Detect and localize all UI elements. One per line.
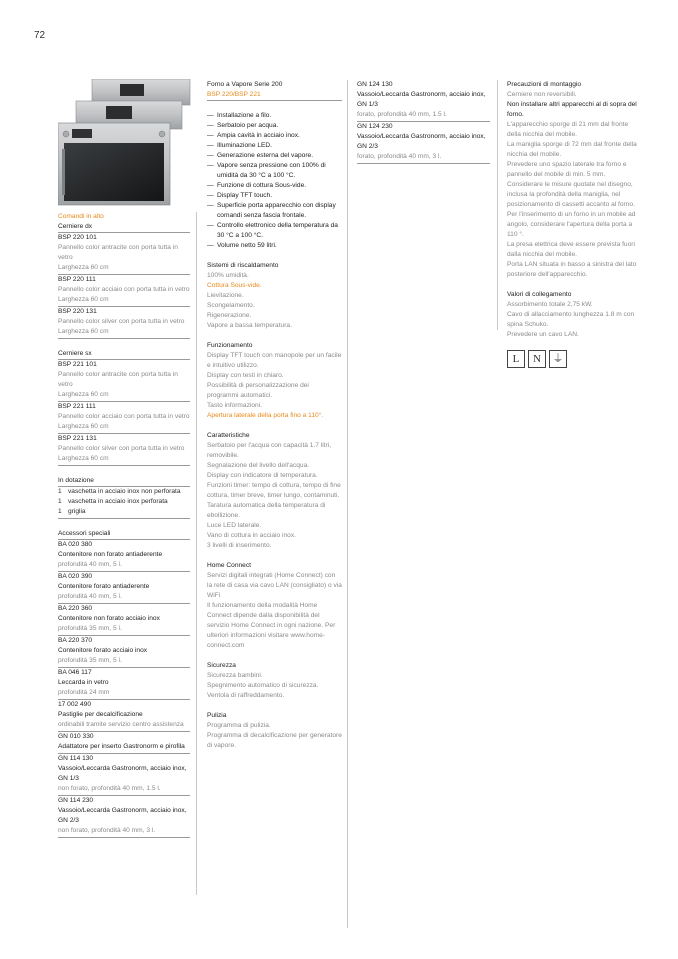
features-list (207, 111, 342, 251)
product-width: Larghezza 60 cm (58, 264, 109, 271)
accessory-code: BA 220 370 (58, 637, 93, 644)
cleaning-list (207, 721, 342, 751)
accessories-list (58, 540, 190, 838)
accessory-description: forato, profondità 40 mm, 1.5 l. (357, 111, 447, 118)
text-line: Segnalazione del livello dell'acqua. (207, 462, 310, 469)
column-accessories-continued (357, 80, 490, 164)
accessory-description: profondità 40 mm, 5 l. (58, 561, 122, 568)
feature-item: — Volume netto 59 litri. (207, 241, 342, 251)
characteristics-list (207, 441, 342, 551)
install-line: Per l'inserimento di un forno in un mobile ad angolo, considerare l'apertura della porta a 110 °. (507, 211, 636, 238)
heating-line: Cottura Sous-vide. (207, 282, 262, 289)
product-width: Larghezza 60 cm (58, 391, 109, 398)
operation-line: Apertura laterale della porta fino a 110°. (207, 412, 324, 419)
product-models: BSP 220/BSP 221 (207, 90, 342, 101)
accessory-name: Vassoio/Leccarda Gastronorm, acciaio inox, GN 1/3 (58, 765, 187, 782)
product-width: Larghezza 60 cm (58, 455, 109, 462)
included-text: griglia (68, 508, 86, 515)
feature-item: — Ampia cavità in acciaio inox. (207, 131, 342, 141)
column-ordering (58, 212, 190, 838)
text-line: Servizi digitali integrati (Home Connect) con la rete di casa via cavo LAN (consigliato) o via WiFi (207, 572, 342, 599)
page-number: 72 (34, 30, 46, 41)
column-divider-2 (347, 80, 348, 928)
hinge-right-title: Cerniere dx (58, 222, 190, 233)
install-line: Considerare le misure quotate nel disegno, inclusa la profondità della maniglia, nel posizionamento di cassetti accanto al forno. (507, 181, 635, 208)
neutral-symbol-icon: N (528, 350, 546, 368)
column-divider-3 (497, 80, 498, 330)
install-line: Prevedere uno spazio laterale tra forno e pannello del mobile di min. 5 mm. (507, 161, 627, 178)
connection-title: Valori di collegamento (507, 291, 572, 298)
product-width: Larghezza 60 cm (58, 423, 109, 430)
feature-item: — Controllo elettronico della temperatura da 30 °C a 100 °C. (207, 221, 342, 241)
hinge-left-list (58, 360, 190, 466)
accessory-code: BA 220 360 (58, 605, 93, 612)
home-connect-title: Home Connect (207, 562, 251, 569)
install-line: Cerniere non reversibili. (507, 91, 577, 98)
accessory-name: Pastiglie per decalcificazione (58, 711, 143, 718)
accessory-item (58, 636, 190, 668)
electrical-symbols (507, 350, 640, 368)
feature-item: — Vapore senza pressione con 100% di umidità da 30 °C a 100 °C. (207, 161, 342, 181)
accessory-code: BA 020 390 (58, 573, 93, 580)
product-variant (58, 275, 190, 307)
product-code: BSP 220 131 (58, 308, 97, 315)
accessory-description: profondità 35 mm, 5 l. (58, 657, 122, 664)
product-description: Pannello color acciaio con porta tutta in vetro (58, 413, 190, 420)
included-item (58, 507, 190, 517)
product-variant (58, 402, 190, 434)
text-line: Serbatoio per l'acqua con capacità 1.7 litri, removibile. (207, 442, 332, 459)
accessory-name: Vassoio/Leccarda Gastronorm, acciaio inox, GN 2/3 (357, 133, 486, 150)
accessory-description: non forato, profondità 40 mm, 1.5 l. (58, 785, 161, 792)
accessory-code: GN 010 330 (58, 733, 94, 740)
accessory-name: Vassoio/Leccarda Gastronorm, acciaio inox, GN 1/3 (357, 91, 486, 108)
accessory-description: profondità 40 mm, 5 l. (58, 593, 122, 600)
feature-item: — Superficie porta apparecchio con display comandi senza fascia frontale. (207, 201, 342, 221)
product-variant (58, 434, 190, 466)
install-line: La maniglia sporge di 72 mm dal fronte della nicchia del mobile. (507, 141, 637, 158)
feature-item: — Illuminazione LED. (207, 141, 342, 151)
install-line: Porta LAN situata in basso a sinistra del lato posteriore dell'apparecchio. (507, 261, 637, 278)
column-features (207, 80, 342, 751)
text-line: Display con indicatore di temperatura. (207, 472, 318, 479)
accessory-name: Contenitore non forato acciaio inox (58, 615, 160, 622)
text-line: Cavo di allacciamento lunghezza 1.8 m con spina Schuko. (507, 311, 635, 328)
heating-line: 100% umidità. (207, 272, 249, 279)
install-title: Precauzioni di montaggio (507, 81, 582, 88)
product-description: Pannello color silver con porta tutta in vetro (58, 318, 185, 325)
product-code: BSP 221 101 (58, 361, 97, 368)
accessory-name: Leccarda in vetro (58, 679, 109, 686)
included-text: vaschetta in acciaio inox perforata (68, 498, 168, 505)
product-variant (58, 307, 190, 339)
product-title: Forno a Vapore Serie 200 (207, 81, 283, 88)
included-qty: 1 (58, 488, 62, 495)
connection-list (507, 300, 640, 340)
text-line: Funzioni timer: tempo di cottura, tempo di fine cottura, timer breve, timer lungo, contaminuti. (207, 482, 341, 499)
safety-list (207, 671, 342, 701)
product-code: BSP 220 101 (58, 234, 97, 241)
text-line: Sicurezza bambini. (207, 672, 263, 679)
included-qty: 1 (58, 508, 62, 515)
accessory-item (58, 604, 190, 636)
feature-item: — Serbatoio per acqua. (207, 121, 342, 131)
heating-line: Rigenerazione. (207, 312, 252, 319)
included-list (58, 487, 190, 519)
heating-title: Sistemi di riscaldamento (207, 262, 279, 269)
included-item (58, 497, 190, 507)
product-description: Pannello color antracite con porta tutta in vetro (58, 244, 178, 261)
accessory-description: profondità 24 mm (58, 689, 110, 696)
operation-line: Possibilità di personalizzazione dei programmi automatici. (207, 382, 309, 399)
operation-title: Funzionamento (207, 342, 253, 349)
feature-item: — Funzione di cottura Sous-vide. (207, 181, 342, 191)
accessory-item (58, 572, 190, 604)
ground-symbol-icon: ⏚ (549, 350, 567, 368)
accessory-name: Adattatore per inserto Gastronorm e pirofila (58, 743, 185, 750)
operation-line: Display TFT touch con manopole per un facile e intuitivo utilizzo. (207, 352, 342, 369)
accessory-code: GN 114 230 (58, 797, 94, 804)
accessories-title: Accessori speciali (58, 529, 190, 540)
text-line: Taratura automatica della temperatura di ebollizione. (207, 502, 326, 519)
heating-line: Scongelamento. (207, 302, 255, 309)
line-symbol-icon: L (507, 350, 525, 368)
text-line: Programma di decalcificazione per generatore di vapore. (207, 732, 342, 749)
feature-item: — Display TFT touch. (207, 191, 342, 201)
accessory-description: profondità 35 mm, 5 l. (58, 625, 122, 632)
text-line: Spegnimento automatico di sicurezza. (207, 682, 319, 689)
text-line: Programma di pulizia. (207, 722, 271, 729)
accessory-item (58, 754, 190, 796)
product-code: BSP 221 131 (58, 435, 97, 442)
accessories-continued-list (357, 80, 490, 164)
product-code: BSP 221 111 (58, 403, 96, 410)
accessory-item (58, 796, 190, 838)
column-divider-1 (196, 212, 197, 895)
product-description: Pannello color antracite con porta tutta in vetro (58, 371, 178, 388)
accessory-name: Contenitore non forato antiaderente (58, 551, 163, 558)
product-description: Pannello color acciaio con porta tutta in vetro (58, 286, 190, 293)
hinge-right-list (58, 233, 190, 339)
accessory-code: BA 046 117 (58, 669, 92, 676)
accessory-description: ordinabili tramite servizio centro assistenza (58, 721, 184, 728)
accessory-item (58, 732, 190, 754)
text-line: Luce LED laterale. (207, 522, 262, 529)
accessory-name: Vassoio/Leccarda Gastronorm, acciaio inox, GN 2/3 (58, 807, 187, 824)
accessory-name: Contenitore forato antiaderente (58, 583, 150, 590)
accessory-code: GN 114 130 (58, 755, 94, 762)
accessory-description: forato, profondità 40 mm, 3 l. (357, 153, 442, 160)
included-title: In dotazione (58, 476, 190, 487)
heating-line: Vapore a bassa temperatura. (207, 322, 292, 329)
column-installation (507, 80, 640, 368)
accessory-description: non forato, profondità 40 mm, 3 l. (58, 827, 156, 834)
product-width: Larghezza 60 cm (58, 328, 109, 335)
operation-line: Display con testi in chiaro. (207, 372, 284, 379)
accessory-item (357, 122, 490, 164)
install-line: L'apparecchio sporge di 21 mm dal fronte della nicchia del mobile. (507, 121, 629, 138)
section-header-controls: Comandi in alto (58, 213, 104, 220)
accessory-code: BA 020 380 (58, 541, 93, 548)
feature-item: — Generazione esterna del vapore. (207, 151, 342, 161)
text-line: Ventola di raffreddamento. (207, 692, 285, 699)
text-line: Vano di cottura in acciaio inox. (207, 532, 296, 539)
accessory-item (357, 80, 490, 122)
text-line: 3 livelli di inserimento. (207, 542, 272, 549)
product-width: Larghezza 60 cm (58, 296, 109, 303)
product-description: Pannello color silver con porta tutta in vetro (58, 445, 185, 452)
accessory-item (58, 540, 190, 572)
operation-line: Tasto informazioni. (207, 402, 262, 409)
included-qty: 1 (58, 498, 62, 505)
heating-list (207, 271, 342, 331)
characteristics-title: Caratteristiche (207, 432, 250, 439)
accessory-code: GN 124 130 (357, 81, 393, 88)
hinge-left-title: Cerniere sx (58, 349, 190, 360)
feature-item: — Installazione a filo. (207, 111, 342, 121)
product-variant (58, 233, 190, 275)
included-text: vaschetta in acciaio inox non perforata (68, 488, 181, 495)
text-line: Prevedere un cavo LAN. (507, 331, 579, 338)
included-item (58, 487, 190, 497)
oven-product-image (58, 79, 192, 207)
text-line: Assorbimento totale 2,75 kW. (507, 301, 593, 308)
heating-line: Lievitazione. (207, 292, 244, 299)
install-list (507, 90, 640, 280)
product-variant (58, 360, 190, 402)
product-code: BSP 220 111 (58, 276, 96, 283)
operation-list (207, 351, 342, 421)
cleaning-title: Pulizia (207, 712, 227, 719)
accessory-item (58, 668, 190, 700)
accessory-code: 17 002 490 (58, 701, 92, 708)
accessory-item (58, 700, 190, 732)
safety-title: Sicurezza (207, 662, 236, 669)
home-connect-list (207, 571, 342, 651)
text-line: Il funzionamento della modalità Home Connect dipende dalla disponibilità del servizio Home Connect in ogni nazione. Per ulteriori informazioni visitare www.home-connect.com (207, 602, 336, 649)
accessory-name: Contenitore forato acciaio inox (58, 647, 148, 654)
install-line: La presa elettrica deve essere prevista fuori dalla nicchia del mobile. (507, 241, 635, 258)
accessory-code: GN 124 230 (357, 123, 393, 130)
install-line: Non installare altri apparecchi al di sopra del forno. (507, 101, 637, 118)
